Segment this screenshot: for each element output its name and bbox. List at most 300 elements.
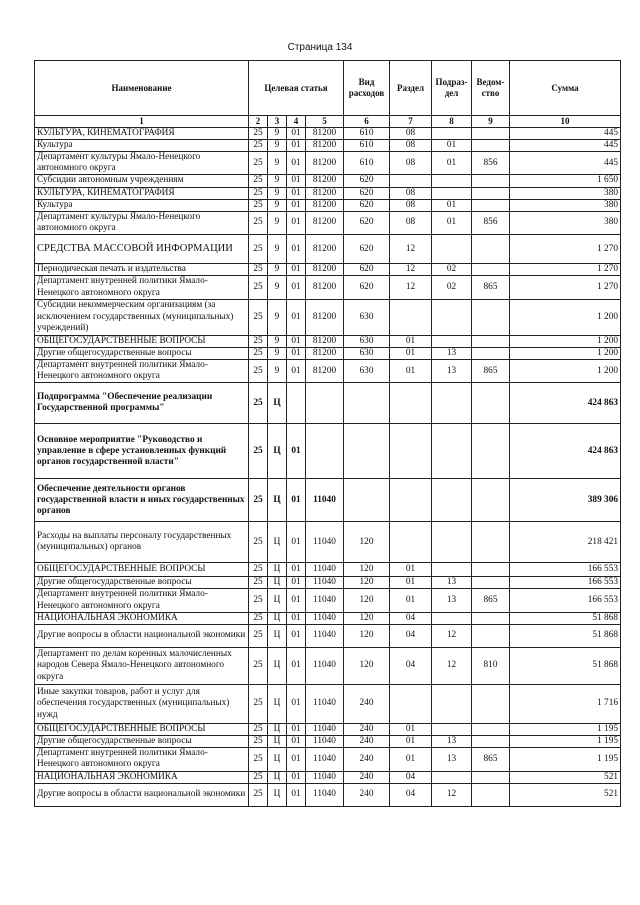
expense-type: 610 (344, 127, 390, 139)
target-part-3: 01 (287, 211, 306, 234)
row-name: НАЦИОНАЛЬНАЯ ЭКОНОМИКА (35, 612, 249, 624)
section: 08 (390, 199, 432, 211)
target-part-1: 25 (249, 347, 268, 359)
section: 04 (390, 783, 432, 806)
section: 01 (390, 563, 432, 577)
section: 04 (390, 647, 432, 684)
expense-type: 620 (344, 276, 390, 299)
target-part-1: 25 (249, 647, 268, 684)
target-part-4: 81200 (306, 211, 344, 234)
target-part-2: Ц (268, 624, 287, 647)
amount: 1 200 (510, 359, 621, 382)
target-part-4: 11040 (306, 647, 344, 684)
header-expense-type: Вид расходов (344, 61, 390, 116)
header-section: Раздел (390, 61, 432, 116)
section: 08 (390, 152, 432, 175)
expense-type: 120 (344, 577, 390, 589)
table-row (35, 563, 621, 577)
target-part-4: 11040 (306, 748, 344, 771)
target-part-1: 25 (249, 424, 268, 479)
row-name: Подпрограмма "Обеспечение реализации Государственной программы" (35, 383, 249, 424)
amount: 380 (510, 187, 621, 199)
target-part-2: Ц (268, 783, 287, 806)
section (390, 479, 432, 522)
target-part-1: 25 (249, 612, 268, 624)
section: 08 (390, 127, 432, 139)
row-name: Иные закупки товаров, работ и услуг для обеспечения государственных (муниципальных) нужд (35, 684, 249, 723)
table-row (35, 771, 621, 783)
target-part-2: Ц (268, 723, 287, 735)
department: 856 (472, 211, 510, 234)
target-part-1: 25 (249, 175, 268, 187)
subsection (432, 235, 472, 264)
section: 01 (390, 335, 432, 347)
target-part-3: 01 (287, 276, 306, 299)
target-part-1: 25 (249, 736, 268, 748)
target-part-3: 01 (287, 299, 306, 335)
target-part-3: 01 (287, 175, 306, 187)
amount: 389 306 (510, 479, 621, 522)
column-number: 6 (344, 116, 390, 128)
page-number-label: Страница 134 (287, 42, 353, 53)
table-row (35, 127, 621, 139)
expense-type: 120 (344, 589, 390, 612)
department: 810 (472, 647, 510, 684)
expense-type: 610 (344, 139, 390, 151)
section (390, 383, 432, 424)
table-row (35, 264, 621, 276)
expense-type: 120 (344, 624, 390, 647)
target-part-4: 11040 (306, 479, 344, 522)
target-part-2: 9 (268, 235, 287, 264)
target-part-2: 9 (268, 347, 287, 359)
table-row (35, 647, 621, 684)
table-row (35, 152, 621, 175)
amount: 1 195 (510, 748, 621, 771)
target-part-1: 25 (249, 748, 268, 771)
table-row (35, 235, 621, 264)
target-part-1: 25 (249, 152, 268, 175)
subsection (432, 127, 472, 139)
expense-type: 620 (344, 175, 390, 187)
target-part-2: 9 (268, 187, 287, 199)
row-name: Другие вопросы в области национальной экономики (35, 624, 249, 647)
section: 08 (390, 187, 432, 199)
row-name: КУЛЬТУРА, КИНЕМАТОГРАФИЯ (35, 127, 249, 139)
department (472, 235, 510, 264)
target-part-2: Ц (268, 771, 287, 783)
subsection: 12 (432, 783, 472, 806)
department (472, 187, 510, 199)
section: 01 (390, 723, 432, 735)
target-part-4: 81200 (306, 335, 344, 347)
target-part-3: 01 (287, 647, 306, 684)
row-name: Департамент культуры Ямало-Ненецкого автономного округа (35, 152, 249, 175)
target-part-1: 25 (249, 577, 268, 589)
expense-type: 240 (344, 723, 390, 735)
department: 865 (472, 359, 510, 382)
target-part-2: Ц (268, 424, 287, 479)
table-row (35, 175, 621, 187)
target-part-4: 11040 (306, 723, 344, 735)
target-part-2: Ц (268, 479, 287, 522)
row-name: Другие вопросы в области национальной экономики (35, 783, 249, 806)
row-name: Расходы на выплаты персоналу государственных (муниципальных) органов (35, 522, 249, 563)
department: 865 (472, 589, 510, 612)
target-part-4: 81200 (306, 139, 344, 151)
target-part-1: 25 (249, 723, 268, 735)
column-number: 5 (306, 116, 344, 128)
department: 856 (472, 152, 510, 175)
table-row (35, 522, 621, 563)
table-row (35, 383, 621, 424)
subsection: 13 (432, 359, 472, 382)
target-part-4: 11040 (306, 577, 344, 589)
target-part-4: 11040 (306, 684, 344, 723)
section: 01 (390, 577, 432, 589)
target-part-4: 81200 (306, 175, 344, 187)
target-part-3: 01 (287, 424, 306, 479)
subsection (432, 563, 472, 577)
header-department: Ведом-ство (472, 61, 510, 116)
table-row (35, 736, 621, 748)
section (390, 424, 432, 479)
department (472, 299, 510, 335)
amount: 521 (510, 783, 621, 806)
target-part-4: 81200 (306, 359, 344, 382)
expense-type (344, 424, 390, 479)
subsection: 12 (432, 624, 472, 647)
department (472, 723, 510, 735)
subsection: 02 (432, 276, 472, 299)
row-name: ОБЩЕГОСУДАРСТВЕННЫЕ ВОПРОСЫ (35, 723, 249, 735)
section: 04 (390, 612, 432, 624)
target-part-3: 01 (287, 187, 306, 199)
subsection: 12 (432, 647, 472, 684)
target-part-4: 81200 (306, 347, 344, 359)
column-number: 10 (510, 116, 621, 128)
table-row (35, 139, 621, 151)
amount: 166 553 (510, 577, 621, 589)
target-part-1: 25 (249, 383, 268, 424)
target-part-3: 01 (287, 264, 306, 276)
department (472, 199, 510, 211)
target-part-1: 25 (249, 359, 268, 382)
target-part-2: Ц (268, 522, 287, 563)
section: 04 (390, 771, 432, 783)
expense-type: 630 (344, 299, 390, 335)
target-part-2: 9 (268, 127, 287, 139)
row-name: Другие общегосударственные вопросы (35, 736, 249, 748)
subsection: 01 (432, 139, 472, 151)
subsection: 13 (432, 748, 472, 771)
column-number: 8 (432, 116, 472, 128)
column-numbers-row (35, 116, 621, 128)
subsection (432, 479, 472, 522)
target-part-4 (306, 424, 344, 479)
department (472, 424, 510, 479)
row-name: Субсидии автономным учреждениям (35, 175, 249, 187)
expense-type: 120 (344, 563, 390, 577)
amount: 1 270 (510, 276, 621, 299)
expense-type: 240 (344, 684, 390, 723)
target-part-3: 01 (287, 235, 306, 264)
department (472, 139, 510, 151)
target-part-3: 01 (287, 624, 306, 647)
amount: 218 421 (510, 522, 621, 563)
target-part-2: Ц (268, 612, 287, 624)
target-part-1: 25 (249, 771, 268, 783)
amount: 424 863 (510, 424, 621, 479)
row-name: Периодическая печать и издательства (35, 264, 249, 276)
target-part-4: 11040 (306, 522, 344, 563)
department: 865 (472, 276, 510, 299)
target-part-2: 9 (268, 199, 287, 211)
target-part-1: 25 (249, 276, 268, 299)
table-row (35, 359, 621, 382)
subsection (432, 299, 472, 335)
target-part-4: 81200 (306, 127, 344, 139)
section (390, 299, 432, 335)
expense-type (344, 479, 390, 522)
department: 865 (472, 748, 510, 771)
expense-type: 630 (344, 347, 390, 359)
target-part-3: 01 (287, 612, 306, 624)
target-part-4: 81200 (306, 235, 344, 264)
table-row (35, 347, 621, 359)
target-part-4: 81200 (306, 199, 344, 211)
expense-type: 240 (344, 748, 390, 771)
row-name: Департамент по делам коренных малочисленных народов Севера Ямало-Ненецкого автономного округа (35, 647, 249, 684)
subsection (432, 335, 472, 347)
target-part-1: 25 (249, 479, 268, 522)
section: 01 (390, 736, 432, 748)
target-part-2: 9 (268, 139, 287, 151)
target-part-2: Ц (268, 647, 287, 684)
table-row (35, 589, 621, 612)
table-row (35, 624, 621, 647)
amount: 1 200 (510, 335, 621, 347)
target-part-3: 01 (287, 335, 306, 347)
row-name: Департамент внутренней политики Ямало-Ненецкого автономного округа (35, 276, 249, 299)
header-name: Наименование (35, 61, 249, 116)
expense-type (344, 383, 390, 424)
row-name: Основное мероприятие "Руководство и управление в сфере установленных функций органов государственной власти" (35, 424, 249, 479)
department (472, 771, 510, 783)
row-name: КУЛЬТУРА, КИНЕМАТОГРАФИЯ (35, 187, 249, 199)
section (390, 684, 432, 723)
table-row (35, 211, 621, 234)
target-part-3: 01 (287, 522, 306, 563)
column-number: 1 (35, 116, 249, 128)
expense-type: 620 (344, 211, 390, 234)
target-part-2: 9 (268, 175, 287, 187)
target-part-4: 11040 (306, 563, 344, 577)
department (472, 783, 510, 806)
amount: 1 195 (510, 723, 621, 735)
column-number: 2 (249, 116, 268, 128)
amount: 51 868 (510, 612, 621, 624)
amount: 445 (510, 127, 621, 139)
target-part-2: Ц (268, 684, 287, 723)
target-part-3: 01 (287, 127, 306, 139)
expense-type: 610 (344, 152, 390, 175)
subsection: 01 (432, 211, 472, 234)
subsection (432, 723, 472, 735)
target-part-4: 11040 (306, 624, 344, 647)
amount: 1 270 (510, 264, 621, 276)
subsection: 02 (432, 264, 472, 276)
target-part-1: 25 (249, 684, 268, 723)
row-name: СРЕДСТВА МАССОВОЙ ИНФОРМАЦИИ (35, 235, 249, 264)
target-part-4: 81200 (306, 152, 344, 175)
subsection (432, 175, 472, 187)
row-name: Департамент культуры Ямало-Ненецкого автономного округа (35, 211, 249, 234)
target-part-3: 01 (287, 748, 306, 771)
department (472, 612, 510, 624)
target-part-2: Ц (268, 577, 287, 589)
amount: 380 (510, 211, 621, 234)
expense-type: 120 (344, 647, 390, 684)
expense-type: 620 (344, 199, 390, 211)
amount: 1 195 (510, 736, 621, 748)
subsection: 01 (432, 199, 472, 211)
expense-type: 620 (344, 187, 390, 199)
row-name: Департамент внутренней политики Ямало-Ненецкого автономного округа (35, 359, 249, 382)
department (472, 624, 510, 647)
target-part-1: 25 (249, 127, 268, 139)
target-part-1: 25 (249, 199, 268, 211)
table-row (35, 335, 621, 347)
row-name: Другие общегосударственные вопросы (35, 577, 249, 589)
target-part-3: 01 (287, 723, 306, 735)
department (472, 335, 510, 347)
column-number: 7 (390, 116, 432, 128)
target-part-2: Ц (268, 563, 287, 577)
table-row (35, 479, 621, 522)
target-part-3: 01 (287, 479, 306, 522)
subsection (432, 684, 472, 723)
target-part-1: 25 (249, 563, 268, 577)
target-part-2: 9 (268, 264, 287, 276)
target-part-3: 01 (287, 139, 306, 151)
target-part-1: 25 (249, 211, 268, 234)
target-part-2: 9 (268, 276, 287, 299)
target-part-2: 9 (268, 335, 287, 347)
row-name: Департамент внутренней политики Ямало-Ненецкого автономного округа (35, 748, 249, 771)
target-part-4: 11040 (306, 783, 344, 806)
amount: 424 863 (510, 383, 621, 424)
row-name: Департамент внутренней политики Ямало-Ненецкого автономного округа (35, 589, 249, 612)
table-row (35, 684, 621, 723)
target-part-4: 11040 (306, 589, 344, 612)
section (390, 175, 432, 187)
target-part-3: 01 (287, 199, 306, 211)
header-target-article: Целевая статья (249, 61, 344, 116)
expense-type: 630 (344, 335, 390, 347)
subsection: 13 (432, 577, 472, 589)
amount: 380 (510, 199, 621, 211)
amount: 445 (510, 152, 621, 175)
department (472, 264, 510, 276)
amount: 166 553 (510, 589, 621, 612)
amount: 1 716 (510, 684, 621, 723)
target-part-3: 01 (287, 684, 306, 723)
expense-type: 620 (344, 235, 390, 264)
table-row (35, 276, 621, 299)
section: 01 (390, 359, 432, 382)
target-part-4: 81200 (306, 187, 344, 199)
section: 08 (390, 211, 432, 234)
amount: 51 868 (510, 647, 621, 684)
target-part-2: Ц (268, 383, 287, 424)
table-row (35, 299, 621, 335)
target-part-1: 25 (249, 335, 268, 347)
subsection: 01 (432, 152, 472, 175)
header-subsection: Подраз-дел (432, 61, 472, 116)
subsection: 13 (432, 736, 472, 748)
subsection (432, 522, 472, 563)
target-part-3: 01 (287, 736, 306, 748)
row-name: Обеспечение деятельности органов государственной власти и иных государственных органов (35, 479, 249, 522)
target-part-3 (287, 383, 306, 424)
table-row (35, 187, 621, 199)
target-part-3: 01 (287, 577, 306, 589)
amount: 1 200 (510, 299, 621, 335)
subsection (432, 424, 472, 479)
department (472, 127, 510, 139)
section: 08 (390, 139, 432, 151)
amount: 521 (510, 771, 621, 783)
table-row (35, 612, 621, 624)
target-part-1: 25 (249, 187, 268, 199)
section: 01 (390, 589, 432, 612)
target-part-4: 81200 (306, 299, 344, 335)
target-part-2: 9 (268, 299, 287, 335)
section: 01 (390, 347, 432, 359)
table-row (35, 723, 621, 735)
target-part-1: 25 (249, 264, 268, 276)
row-name: ОБЩЕГОСУДАРСТВЕННЫЕ ВОПРОСЫ (35, 335, 249, 347)
target-part-2: 9 (268, 152, 287, 175)
target-part-4: 11040 (306, 771, 344, 783)
table-row (35, 748, 621, 771)
department (472, 347, 510, 359)
department (472, 736, 510, 748)
department (472, 563, 510, 577)
expense-type: 630 (344, 359, 390, 382)
amount: 51 868 (510, 624, 621, 647)
expense-type: 240 (344, 783, 390, 806)
row-name: Субсидии некоммерческим организациям (за исключением государственных (муниципальных) учреждений) (35, 299, 249, 335)
department (472, 175, 510, 187)
subsection: 13 (432, 347, 472, 359)
target-part-4 (306, 383, 344, 424)
target-part-1: 25 (249, 624, 268, 647)
target-part-2: 9 (268, 359, 287, 382)
target-part-4: 81200 (306, 264, 344, 276)
target-part-3: 01 (287, 563, 306, 577)
amount: 166 553 (510, 563, 621, 577)
department (472, 684, 510, 723)
header-amount: Сумма (510, 61, 621, 116)
target-part-3: 01 (287, 347, 306, 359)
subsection (432, 187, 472, 199)
expense-type: 120 (344, 612, 390, 624)
expense-type: 240 (344, 736, 390, 748)
section: 12 (390, 276, 432, 299)
target-part-3: 01 (287, 783, 306, 806)
